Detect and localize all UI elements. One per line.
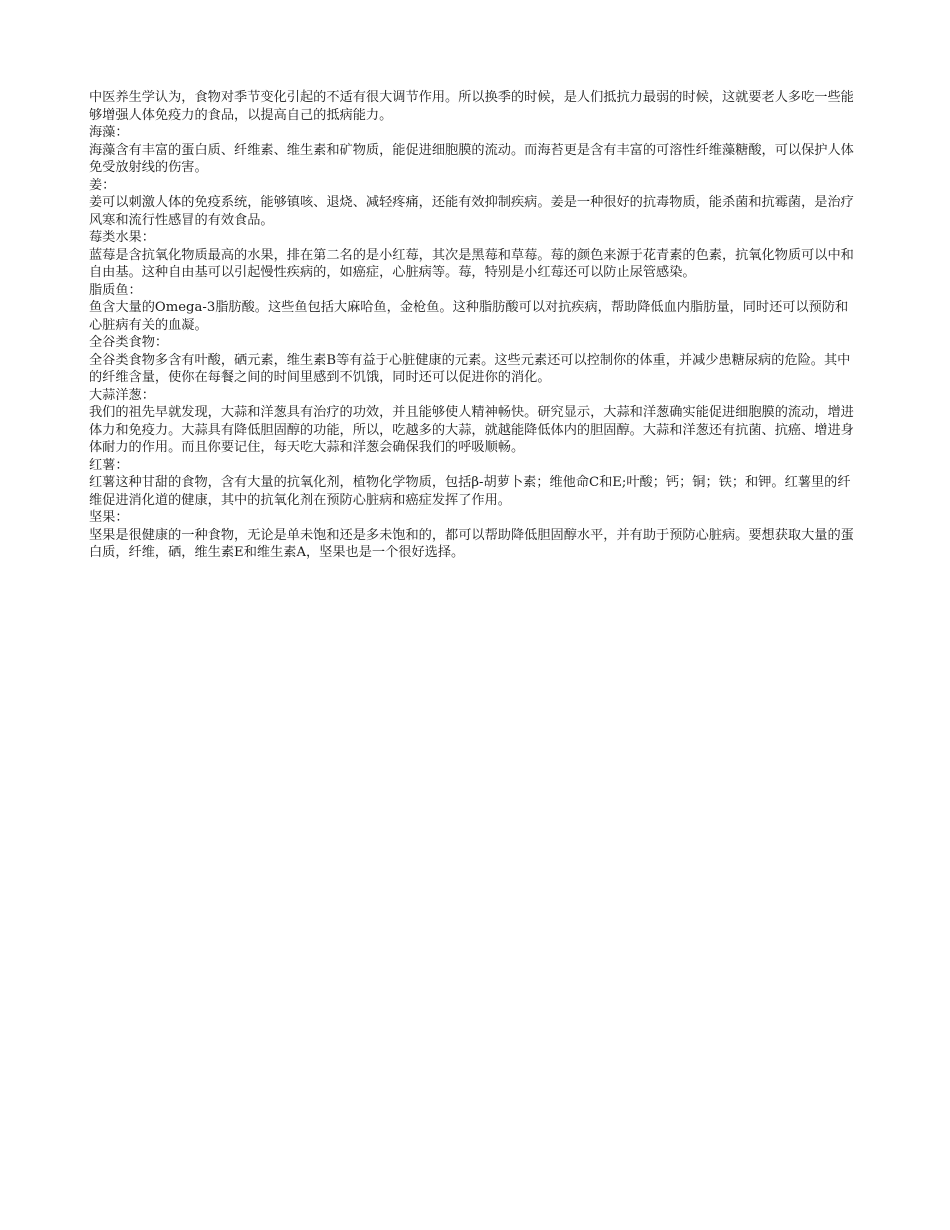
section-heading-fatty-fish: 脂质鱼： <box>89 282 142 298</box>
section-body-whole-grains: 全谷类食物多含有叶酸，硒元素，维生素B等有益于心脏健康的元素。这些元素还可以控制你的体重，并减少患糖尿病的危险。其中的纤维含量，使你在每餐之间的时间里感到不饥饿，同时还可以促进你的消化。 <box>89 352 851 385</box>
section-heading-berries: 莓类水果： <box>89 230 155 245</box>
section-body-fatty-fish: 鱼含大量的Omega-3脂肪酸。这些鱼包括大麻哈鱼，金枪鱼。这种脂肪酸可以对抗疾病，帮助降低血内脂肪量，同时还可以预防和心脏病有关的血凝。 <box>89 300 849 333</box>
section-body-garlic-onion: 我们的祖先早就发现，大蒜和洋葱具有治疗的功效，并且能够使人精神畅快。研究显示，大蒜和洋葱确实能促进细胞膜的流动，增进体力和免疫力。大蒜具有降低胆固醇的功能，所以，吃越多的大蒜，就越能降低体内的胆固醇。大蒜和洋葱还有抗菌、抗癌、增进身体耐力的作用。而且你要记住，每天吃大蒜和洋葱会确保我们的呼吸顺畅。 <box>89 405 854 455</box>
document-body <box>89 89 861 562</box>
section-heading-whole-grains: 全谷类食物： <box>89 335 169 350</box>
section-body-berries: 蓝莓是含抗氧化物质最高的水果，排在第二名的是小红莓，其次是黑莓和草莓。莓的颜色来源于花青素的色素，抗氧化物质可以中和自由基。这种自由基可以引起慢性疾病的，如癌症，心脏病等。莓，特别是小红莓还可以防止尿管感染。 <box>89 247 854 280</box>
section-body-ginger: 姜可以刺激人体的免疫系统，能够镇咳、退烧、减轻疼痛，还能有效抑制疾病。姜是一种很好的抗毒物质，能杀菌和抗霉菌，是治疗风寒和流行性感冒的有效食品。 <box>89 195 854 228</box>
section-heading-sweet-potato: 红薯： <box>89 457 129 473</box>
section-heading-nuts: 坚果： <box>89 510 129 525</box>
section-body-seaweed: 海藻含有丰富的蛋白质、纤维素、维生素和矿物质，能促进细胞膜的流动。而海苔更是含有丰富的可溶性纤维藻糖酸，可以保护人体免受放射线的伤害。 <box>89 142 854 175</box>
section-heading-ginger: 姜： <box>89 177 116 193</box>
section-body-nuts: 坚果是很健康的一种食物，无论是单未饱和还是多未饱和的，都可以帮助降低胆固醇水平，并有助于预防心脏病。要想获取大量的蛋白质，纤维，硒，维生素E和维生素A，坚果也是一个很好选择。 <box>89 527 854 560</box>
section-body-sweet-potato: 红薯这种甘甜的食物，含有大量的抗氧化剂，植物化学物质，包括β-胡萝卜素；维他命C和E;叶酸；钙；铜；铁；和钾。红薯里的纤维促进消化道的健康，其中的抗氧化剂在预防心脏病和癌症发挥了作用。 <box>89 475 851 508</box>
intro-paragraph: 中医养生学认为，食物对季节变化引起的不适有很大调节作用。所以换季的时候，是人们抵抗力最弱的时候，这就要老人多吃一些能够增强人体免疫力的食品，以提高自己的抵病能力。 <box>89 90 854 123</box>
section-heading-garlic-onion: 大蒜洋葱： <box>89 387 155 403</box>
section-heading-seaweed: 海藻： <box>89 125 129 140</box>
